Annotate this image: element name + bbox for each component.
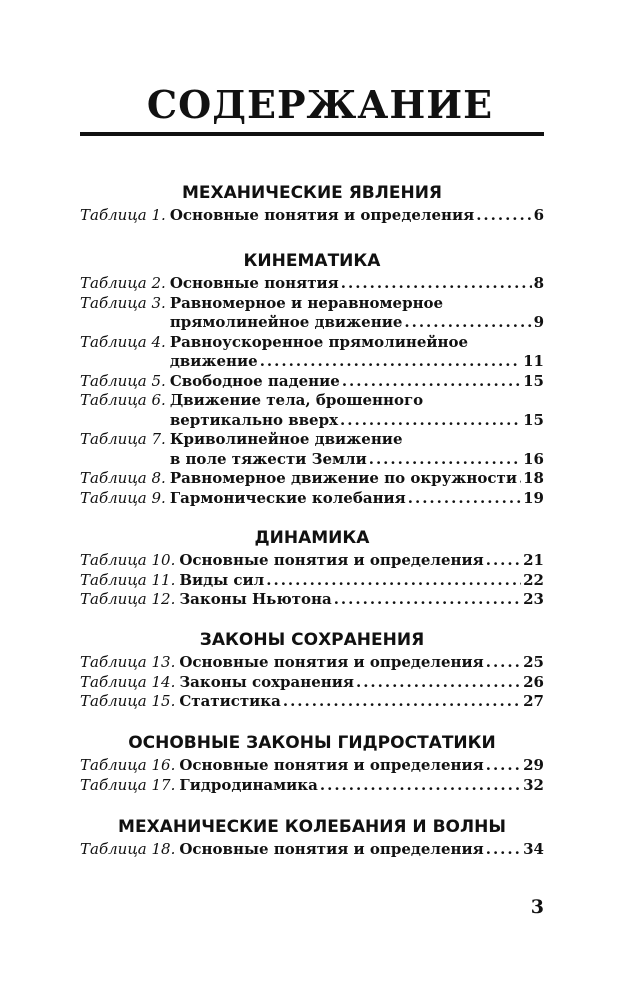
toc-entry-prefix: Таблица 18. [80,840,176,858]
toc-entry-line [80,551,544,571]
toc-entry-title: Криволинейное движение [169,430,403,448]
toc-entry[interactable] [80,653,544,673]
toc-entry-page: 26 [523,672,544,691]
toc-entry-page: 11 [523,352,544,370]
toc-entry-line [80,590,544,610]
toc-entry-prefix: Таблица 5. [80,371,166,390]
dot-leader [369,450,521,470]
toc-entry-page: 32 [523,775,544,794]
toc-entry-line [80,352,544,372]
toc-entry[interactable] [80,430,544,469]
toc-entry-page: 9 [533,313,544,331]
toc-entry-title: Виды сил [179,570,265,589]
toc-entry-line [80,776,544,796]
section-title: КИНЕМАТИКА [243,251,381,271]
dot-leader [486,653,521,673]
toc-entry-prefix: Таблица 13. [80,653,176,671]
toc-entry-title: Гидродинамика [179,775,318,794]
toc-entry-title: прямолинейное движение [169,313,403,331]
toc-entry[interactable] [80,756,544,776]
toc-entry[interactable] [80,333,544,372]
section-title: ДИНАМИКА [254,528,370,548]
toc-entry-line [80,274,544,294]
toc-entry-line [80,333,544,353]
dot-leader [476,206,531,226]
toc-entry-page: 15 [523,371,544,390]
toc-entry[interactable] [80,692,544,712]
toc-entry[interactable] [80,673,544,693]
toc-entry-title: Равноускоренное прямолинейное [169,332,469,351]
toc-entry[interactable] [80,551,544,571]
dot-leader [404,313,531,333]
page-number: 3 [530,896,544,918]
toc-entry-prefix: Таблица 7. [80,430,166,448]
toc-entry-line [80,489,544,509]
toc-entry[interactable] [80,391,544,430]
toc-entry[interactable] [80,776,544,796]
toc-entry-line [80,469,544,489]
toc-entry-page: 27 [523,692,544,710]
toc-entry-prefix: Таблица 4. [80,332,166,351]
dot-leader [342,372,521,392]
toc-entry-page: 15 [523,410,544,429]
toc-entry-line [80,411,544,431]
toc-entry[interactable] [80,372,544,392]
dot-leader [486,551,521,571]
toc-entry-line [80,391,544,411]
toc-section [80,525,544,610]
toc-entry-line [80,653,544,673]
dot-leader [341,274,532,294]
toc-entry-line [80,313,544,333]
toc-entry-line [80,840,544,860]
toc-entry-prefix: Таблица 11. [80,570,176,589]
dot-leader [486,756,521,776]
toc-entry-page: 34 [523,840,544,858]
toc-entry-title: Основные понятия и определения [179,756,484,774]
toc-entry-prefix: Таблица 6. [80,391,166,409]
toc-entry-line [80,756,544,776]
toc-entry-prefix: Таблица 16. [80,756,176,774]
toc-section [80,814,544,860]
toc-entry-title: Равномерное движение по окружности [169,469,517,487]
toc-section [80,730,544,795]
toc-entry-title: Основные понятия и определения [179,840,484,858]
toc-entry[interactable] [80,590,544,610]
toc-entry-title: Свободное падение [169,371,340,390]
dot-leader [519,469,521,489]
toc-entry-prefix: Таблица 3. [80,293,166,312]
toc-entry-page: 18 [523,469,544,487]
toc-entry-title: движение [169,352,258,370]
toc-entry[interactable] [80,840,544,860]
toc-entry[interactable] [80,206,544,226]
toc-entry-page: 8 [533,274,544,292]
toc-entry-title: Законы Ньютона [179,590,332,608]
title-rule [80,132,544,136]
toc-entry-title: Гармонические колебания [169,488,406,507]
toc-entry-prefix: Таблица 10. [80,551,176,569]
dot-leader [260,352,521,372]
section-title: МЕХАНИЧЕСКИЕ КОЛЕБАНИЯ И ВОЛНЫ [118,817,506,837]
toc-section [80,627,544,712]
toc-entry[interactable] [80,489,544,509]
dot-leader [283,692,521,712]
toc-entry-page: 29 [523,756,544,774]
toc-entry-line [80,206,544,226]
toc-entry-page: 16 [523,449,544,468]
toc-entry-page: 23 [523,590,544,608]
toc-entry-page: 22 [523,570,544,589]
toc-entry-prefix: Таблица 8. [80,469,166,487]
toc-entry-line [80,372,544,392]
page-title: СОДЕРЖАНИЕ [146,82,494,127]
toc-entry-prefix: Таблица 1. [80,206,166,224]
toc-entry-title: в поле тяжести Земли [169,449,367,468]
toc-entry-title: Равномерное и неравномерное [169,293,444,312]
toc-entry-line [80,450,544,470]
toc-entry[interactable] [80,294,544,333]
dot-leader [356,673,521,693]
dot-leader [334,590,521,610]
toc-entry-line [80,673,544,693]
toc-entry-title: Законы сохранения [179,672,354,691]
toc-entry-prefix: Таблица 9. [80,488,166,507]
toc-entry-line [80,571,544,591]
toc-entry-page: 6 [533,206,544,224]
toc-entry-title: Основные понятия и определения [169,206,475,224]
dot-leader [266,571,521,591]
toc-entry-page: 25 [523,653,544,671]
section-title: ЗАКОНЫ СОХРАНЕНИЯ [199,630,425,650]
toc-entry-prefix: Таблица 17. [80,775,176,794]
toc-entry-page: 19 [523,488,544,507]
dot-leader [320,776,521,796]
toc-entry[interactable] [80,571,544,591]
toc-entry-line [80,294,544,314]
toc-entry-title: Основные понятия и определения [179,551,484,569]
dot-leader [486,840,521,860]
toc-entry-line [80,692,544,712]
toc-entry[interactable] [80,469,544,489]
toc-entry-title: Основные понятия и определения [179,653,484,671]
toc-entry-prefix: Таблица 12. [80,590,176,608]
section-title: ОСНОВНЫЕ ЗАКОНЫ ГИДРОСТАТИКИ [128,733,496,753]
toc-entry-prefix: Таблица 2. [80,274,166,292]
toc-entry-title: Движение тела, брошенного [169,391,424,409]
toc-entry-title: Статистика [179,692,281,710]
dot-leader [340,411,521,431]
toc-section [80,180,544,226]
toc-entry-title: вертикально вверх [169,410,339,429]
toc-entry-title: Основные понятия [169,274,339,292]
toc-entry-prefix: Таблица 14. [80,672,176,691]
toc-entry-page: 21 [523,551,544,569]
toc-entry-prefix: Таблица 15. [80,692,176,710]
toc-entry-line [80,430,544,450]
section-title: МЕХАНИЧЕСКИЕ ЯВЛЕНИЯ [181,183,443,203]
toc-section [80,248,544,508]
toc-entry[interactable] [80,274,544,294]
dot-leader [408,489,521,509]
